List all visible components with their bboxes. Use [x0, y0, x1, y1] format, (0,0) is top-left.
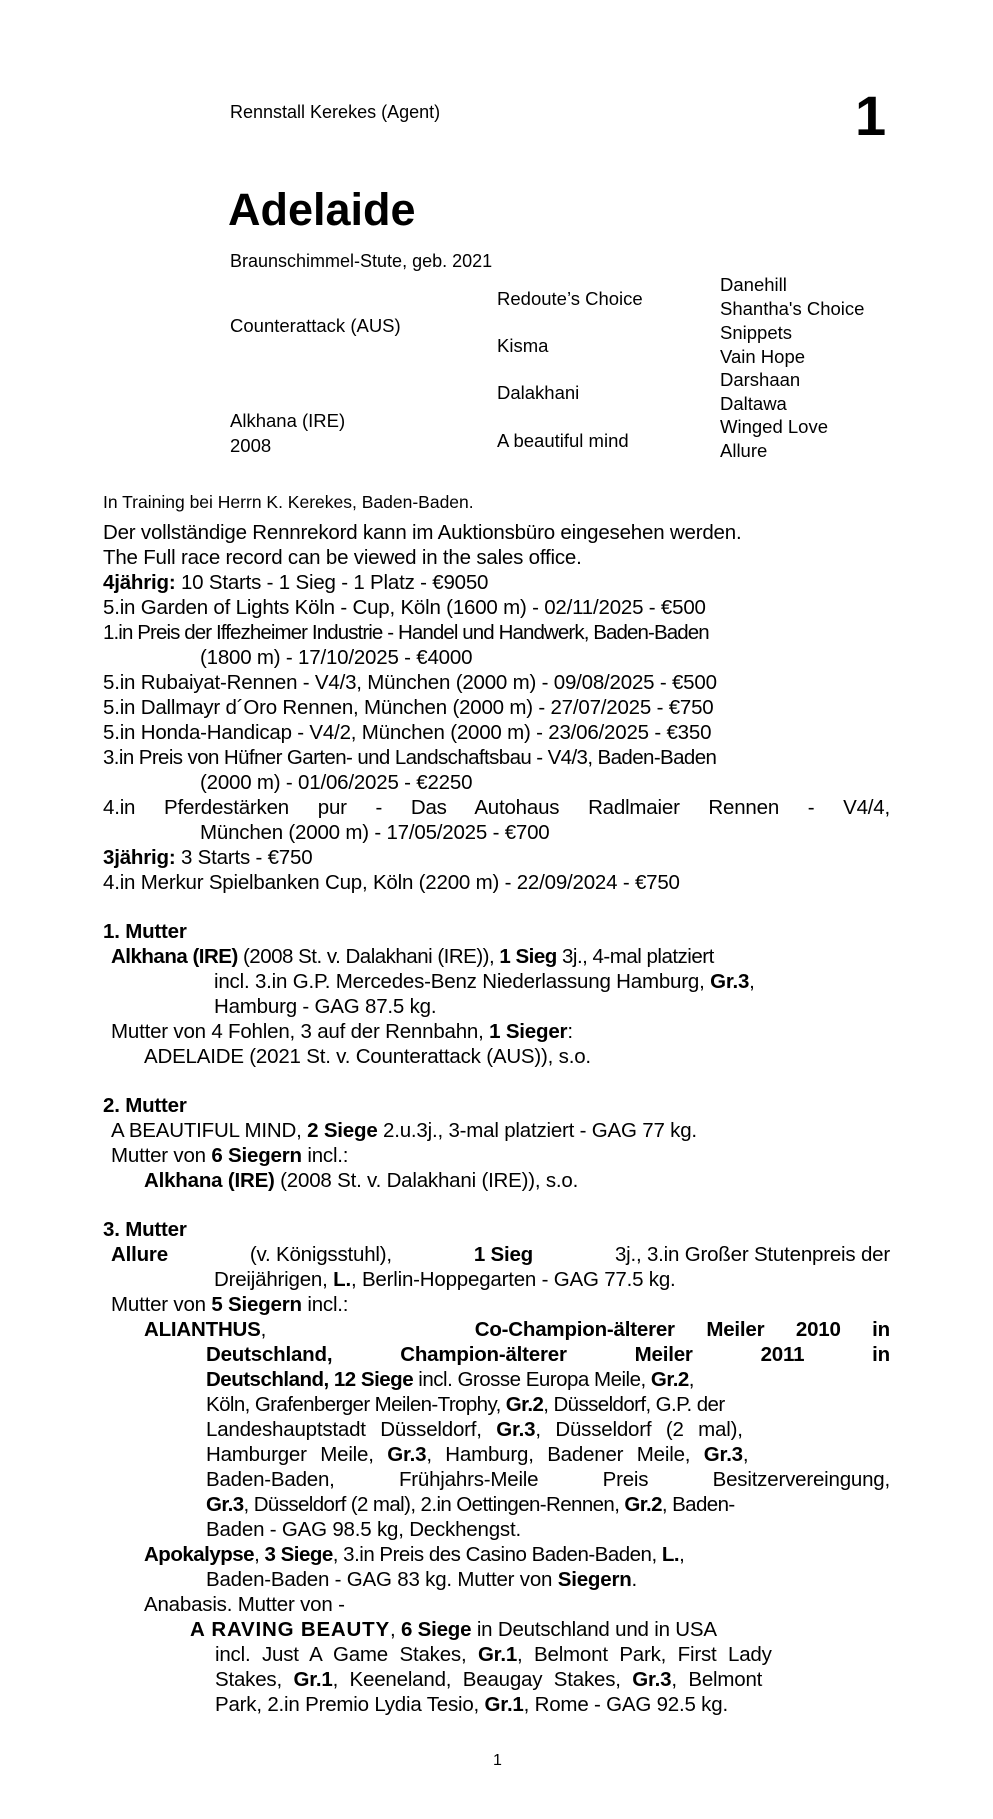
text: , Keeneland, Beaugay Stakes,	[332, 1668, 633, 1691]
text: (v. Königsstuhl),	[249, 1243, 392, 1266]
bold-text: Co-Champion-älterer Meiler 2010 in	[474, 1318, 890, 1341]
raving-line	[215, 1670, 762, 1691]
pedigree-gen3: Danehill	[720, 274, 787, 295]
text: A BEAUTIFUL MIND,	[111, 1119, 308, 1142]
alianthus-line: Baden-Baden, Frühjahrs-Meile Preis Besitzervereingung,	[206, 1468, 890, 1491]
grade: Gr.2	[624, 1493, 662, 1516]
pedigree-sire-dam: Kisma	[497, 335, 549, 356]
bold-text: Siegern	[557, 1568, 632, 1591]
grade: Gr.3	[703, 1443, 743, 1466]
bold-text: 1 Sieger	[489, 1020, 568, 1043]
text: , Berlin-Hoppegarten - GAG 77.5 kg.	[350, 1268, 676, 1291]
pedigree-sire: Counterattack (AUS)	[230, 315, 401, 336]
mutter2-heading: 2. Mutter	[103, 1094, 187, 1117]
text: , Rome - GAG 92.5 kg.	[523, 1693, 728, 1716]
text: Mutter von	[111, 1144, 212, 1167]
grade: Gr.3	[206, 1493, 244, 1516]
pedigree-dam: Alkhana (IRE)	[230, 410, 346, 431]
record-note-en: The Full race record can be viewed in the sales office.	[103, 546, 582, 569]
race-result: 1.in Preis der Iffezheimer Industrie - Handel und Handwerk, Baden-Baden	[103, 621, 709, 644]
apokalypse-line	[206, 1570, 637, 1591]
text: ,	[742, 1443, 749, 1466]
record-note-de: Der vollständige Rennrekord kann im Auktionsbüro eingesehen werden.	[103, 521, 742, 544]
anabasis-line: Anabasis. Mutter von -	[144, 1593, 345, 1616]
apokalypse-line	[144, 1545, 684, 1566]
owner-name: Rennstall Kerekes (Agent)	[230, 102, 441, 122]
text: :	[567, 1020, 573, 1043]
text: , Düsseldorf, G.P. der	[543, 1393, 725, 1416]
alianthus-line	[206, 1370, 694, 1391]
age3-stats: 3 Starts - €750	[175, 846, 313, 869]
race-result: 5.in Dallmayr d´Oro Rennen, München (2000 m) - 27/07/2025 - €750	[103, 696, 714, 719]
text: , 3.in Preis des Casino Baden-Baden,	[332, 1543, 662, 1566]
bold-text: Alkhana (IRE)	[144, 1169, 275, 1192]
bold-text: 5 Siegern	[211, 1293, 302, 1316]
raving-line	[215, 1645, 772, 1666]
alianthus-line	[144, 1320, 890, 1341]
bold-text: 6 Siege	[400, 1618, 472, 1641]
grade: Gr.3	[710, 970, 750, 993]
text: 3j., 4-mal platziert	[556, 945, 714, 968]
text: ,	[254, 1543, 265, 1566]
bold-text: Deutschland, 12 Siege	[206, 1368, 414, 1391]
page-number: 1	[493, 1752, 502, 1769]
text: Mutter von	[111, 1293, 212, 1316]
text: , Belmont	[671, 1668, 763, 1691]
pedigree-gen3: Allure	[720, 440, 768, 461]
age4-stats: 10 Starts - 1 Sieg - 1 Platz - €9050	[175, 571, 489, 594]
text: ,	[679, 1543, 685, 1566]
lot-number: 1	[855, 84, 887, 147]
pedigree-gen3: Darshaan	[720, 369, 801, 390]
alianthus-line	[206, 1420, 743, 1441]
text: in Deutschland und in USA	[471, 1618, 717, 1641]
race-result-cont: München (2000 m) - 17/05/2025 - €700	[200, 821, 550, 844]
text: Dreijährigen,	[214, 1268, 334, 1291]
text: incl.:	[301, 1293, 349, 1316]
race-result: 5.in Garden of Lights Köln - Cup, Köln (1600 m) - 02/11/2025 - €500	[103, 596, 706, 619]
mutter3-line	[214, 1270, 676, 1291]
age3-label: 3jährig:	[103, 846, 176, 869]
bold-text: 6 Siegern	[211, 1144, 302, 1167]
bold-text: 3 Siege	[264, 1543, 333, 1566]
horse-name: Adelaide	[228, 184, 416, 235]
text: incl. Grosse Europa Meile,	[413, 1368, 651, 1391]
text: , Baden-	[661, 1493, 735, 1516]
pedigree-gen3: Winged Love	[720, 416, 828, 437]
pedigree-gen3: Daltawa	[720, 393, 787, 414]
age4-summary	[103, 573, 488, 594]
mutter1-heading: 1. Mutter	[103, 920, 187, 943]
mutter2-line	[111, 1121, 697, 1142]
pedigree-gen3: Shantha's Choice	[720, 298, 865, 319]
grade: Gr.3	[496, 1418, 536, 1441]
mutter3-heading: 3. Mutter	[103, 1218, 187, 1241]
race-result: 4.in Merkur Spielbanken Cup, Köln (2200 m) - 22/09/2024 - €750	[103, 871, 680, 894]
mutter1-line: ADELAIDE (2021 St. v. Counterattack (AUS)), s.o.	[144, 1045, 591, 1068]
mutter3-line	[111, 1295, 348, 1316]
raving-line	[190, 1620, 717, 1641]
bold-text: 1 Sieg	[473, 1243, 534, 1266]
mutter1-line: Hamburg - GAG 87.5 kg.	[214, 995, 437, 1018]
text: Hamburger Meile,	[206, 1443, 388, 1466]
training-info: In Training bei Herrn K. Kerekes, Baden-Baden.	[103, 492, 474, 512]
grade: L.	[661, 1543, 680, 1566]
horse-description: Braunschimmel-Stute, geb. 2021	[230, 251, 493, 271]
grade: Gr.2	[650, 1368, 689, 1391]
age3-summary	[103, 848, 312, 869]
bold-text: 1 Sieg	[499, 945, 557, 968]
mutter3-line	[111, 1245, 890, 1266]
pedigree-dam-sire: Dalakhani	[497, 382, 580, 403]
pedigree-dam-dam: A beautiful mind	[497, 430, 629, 451]
text: 2.u.3j., 3-mal platziert - GAG 77 kg.	[377, 1119, 697, 1142]
text: incl. 3.in G.P. Mercedes-Benz Niederlassung Hamburg,	[214, 970, 711, 993]
mutter2-line	[111, 1146, 348, 1167]
mutter1-name: Alkhana (IRE)	[111, 945, 238, 968]
bold-text: ALIANTHUS,	[144, 1318, 267, 1341]
bold-text: 2 Siege	[307, 1119, 378, 1142]
race-result-cont: (2000 m) - 01/06/2025 - €2250	[200, 771, 473, 794]
bold-text: Allure	[111, 1243, 168, 1266]
text: incl. Just A Game Stakes,	[215, 1643, 478, 1666]
text: (2008 St. v. Dalakhani (IRE)), s.o.	[274, 1169, 579, 1192]
text: .	[631, 1568, 638, 1591]
text: Park, 2.in Premio Lydia Tesio,	[215, 1693, 485, 1716]
alianthus-line: Baden - GAG 98.5 kg, Deckhengst.	[206, 1518, 521, 1541]
bold-text: A RAVING BEAUTY	[190, 1618, 390, 1641]
age4-label: 4jährig:	[103, 571, 176, 594]
grade: Gr.3	[632, 1668, 672, 1691]
grade: Gr.3	[387, 1443, 427, 1466]
text: , Düsseldorf (2 mal),	[535, 1418, 743, 1441]
grade: Gr.1	[477, 1643, 518, 1666]
text: (2008 St. v. Dalakhani (IRE)),	[237, 945, 500, 968]
text: Stakes,	[215, 1668, 294, 1691]
alianthus-line	[206, 1445, 748, 1466]
text: , Belmont Park, First Lady	[517, 1643, 772, 1666]
race-result: 5.in Rubaiyat-Rennen - V4/3, München (2000 m) - 09/08/2025 - €500	[103, 671, 717, 694]
text: , Düsseldorf (2 mal), 2.in Oettingen-Rennen,	[243, 1493, 625, 1516]
pedigree-gen3: Vain Hope	[720, 346, 806, 367]
grade: Gr.1	[293, 1668, 333, 1691]
text: ,	[749, 970, 755, 993]
race-result-cont: (1800 m) - 17/10/2025 - €4000	[200, 646, 473, 669]
text: ,	[389, 1618, 401, 1641]
text: Köln, Grafenberger Meilen-Trophy,	[206, 1393, 506, 1416]
mutter1-line	[111, 1022, 573, 1043]
alianthus-line	[206, 1395, 725, 1416]
alianthus-line	[206, 1495, 735, 1516]
grade: Gr.2	[505, 1393, 544, 1416]
grade: Gr.1	[484, 1693, 524, 1716]
mutter1-line	[214, 972, 755, 993]
bold-text: Apokalypse	[144, 1543, 255, 1566]
race-result: 4.in Pferdestärken pur - Das Autohaus Radlmaier Rennen - V4/4,	[103, 796, 890, 819]
text: 3j., 3.in Großer Stutenpreis der	[614, 1243, 890, 1266]
alianthus-line: Deutschland, Champion-älterer Meiler 2011 in	[206, 1343, 890, 1366]
pedigree-dam-year: 2008	[230, 435, 272, 456]
raving-line	[215, 1695, 728, 1716]
text: , Hamburg, Badener Meile,	[426, 1443, 704, 1466]
pedigree-gen3: Snippets	[720, 322, 792, 343]
race-result: 3.in Preis von Hüfner Garten- und Landschaftsbau - V4/3, Baden-Baden	[103, 746, 717, 769]
pedigree-sire-sire: Redoute’s Choice	[497, 288, 643, 309]
text: ,	[688, 1368, 694, 1391]
bold-text: L.	[333, 1268, 351, 1291]
text: Baden-Baden - GAG 83 kg. Mutter von	[206, 1568, 558, 1591]
text: Landeshauptstadt Düsseldorf,	[206, 1418, 497, 1441]
mutter2-line	[144, 1171, 578, 1192]
race-result: 5.in Honda-Handicap - V4/2, München (2000 m) - 23/06/2025 - €350	[103, 721, 712, 744]
text: Mutter von 4 Fohlen, 3 auf der Rennbahn,	[111, 1020, 490, 1043]
text: incl.:	[301, 1144, 349, 1167]
mutter1-line	[111, 947, 714, 968]
